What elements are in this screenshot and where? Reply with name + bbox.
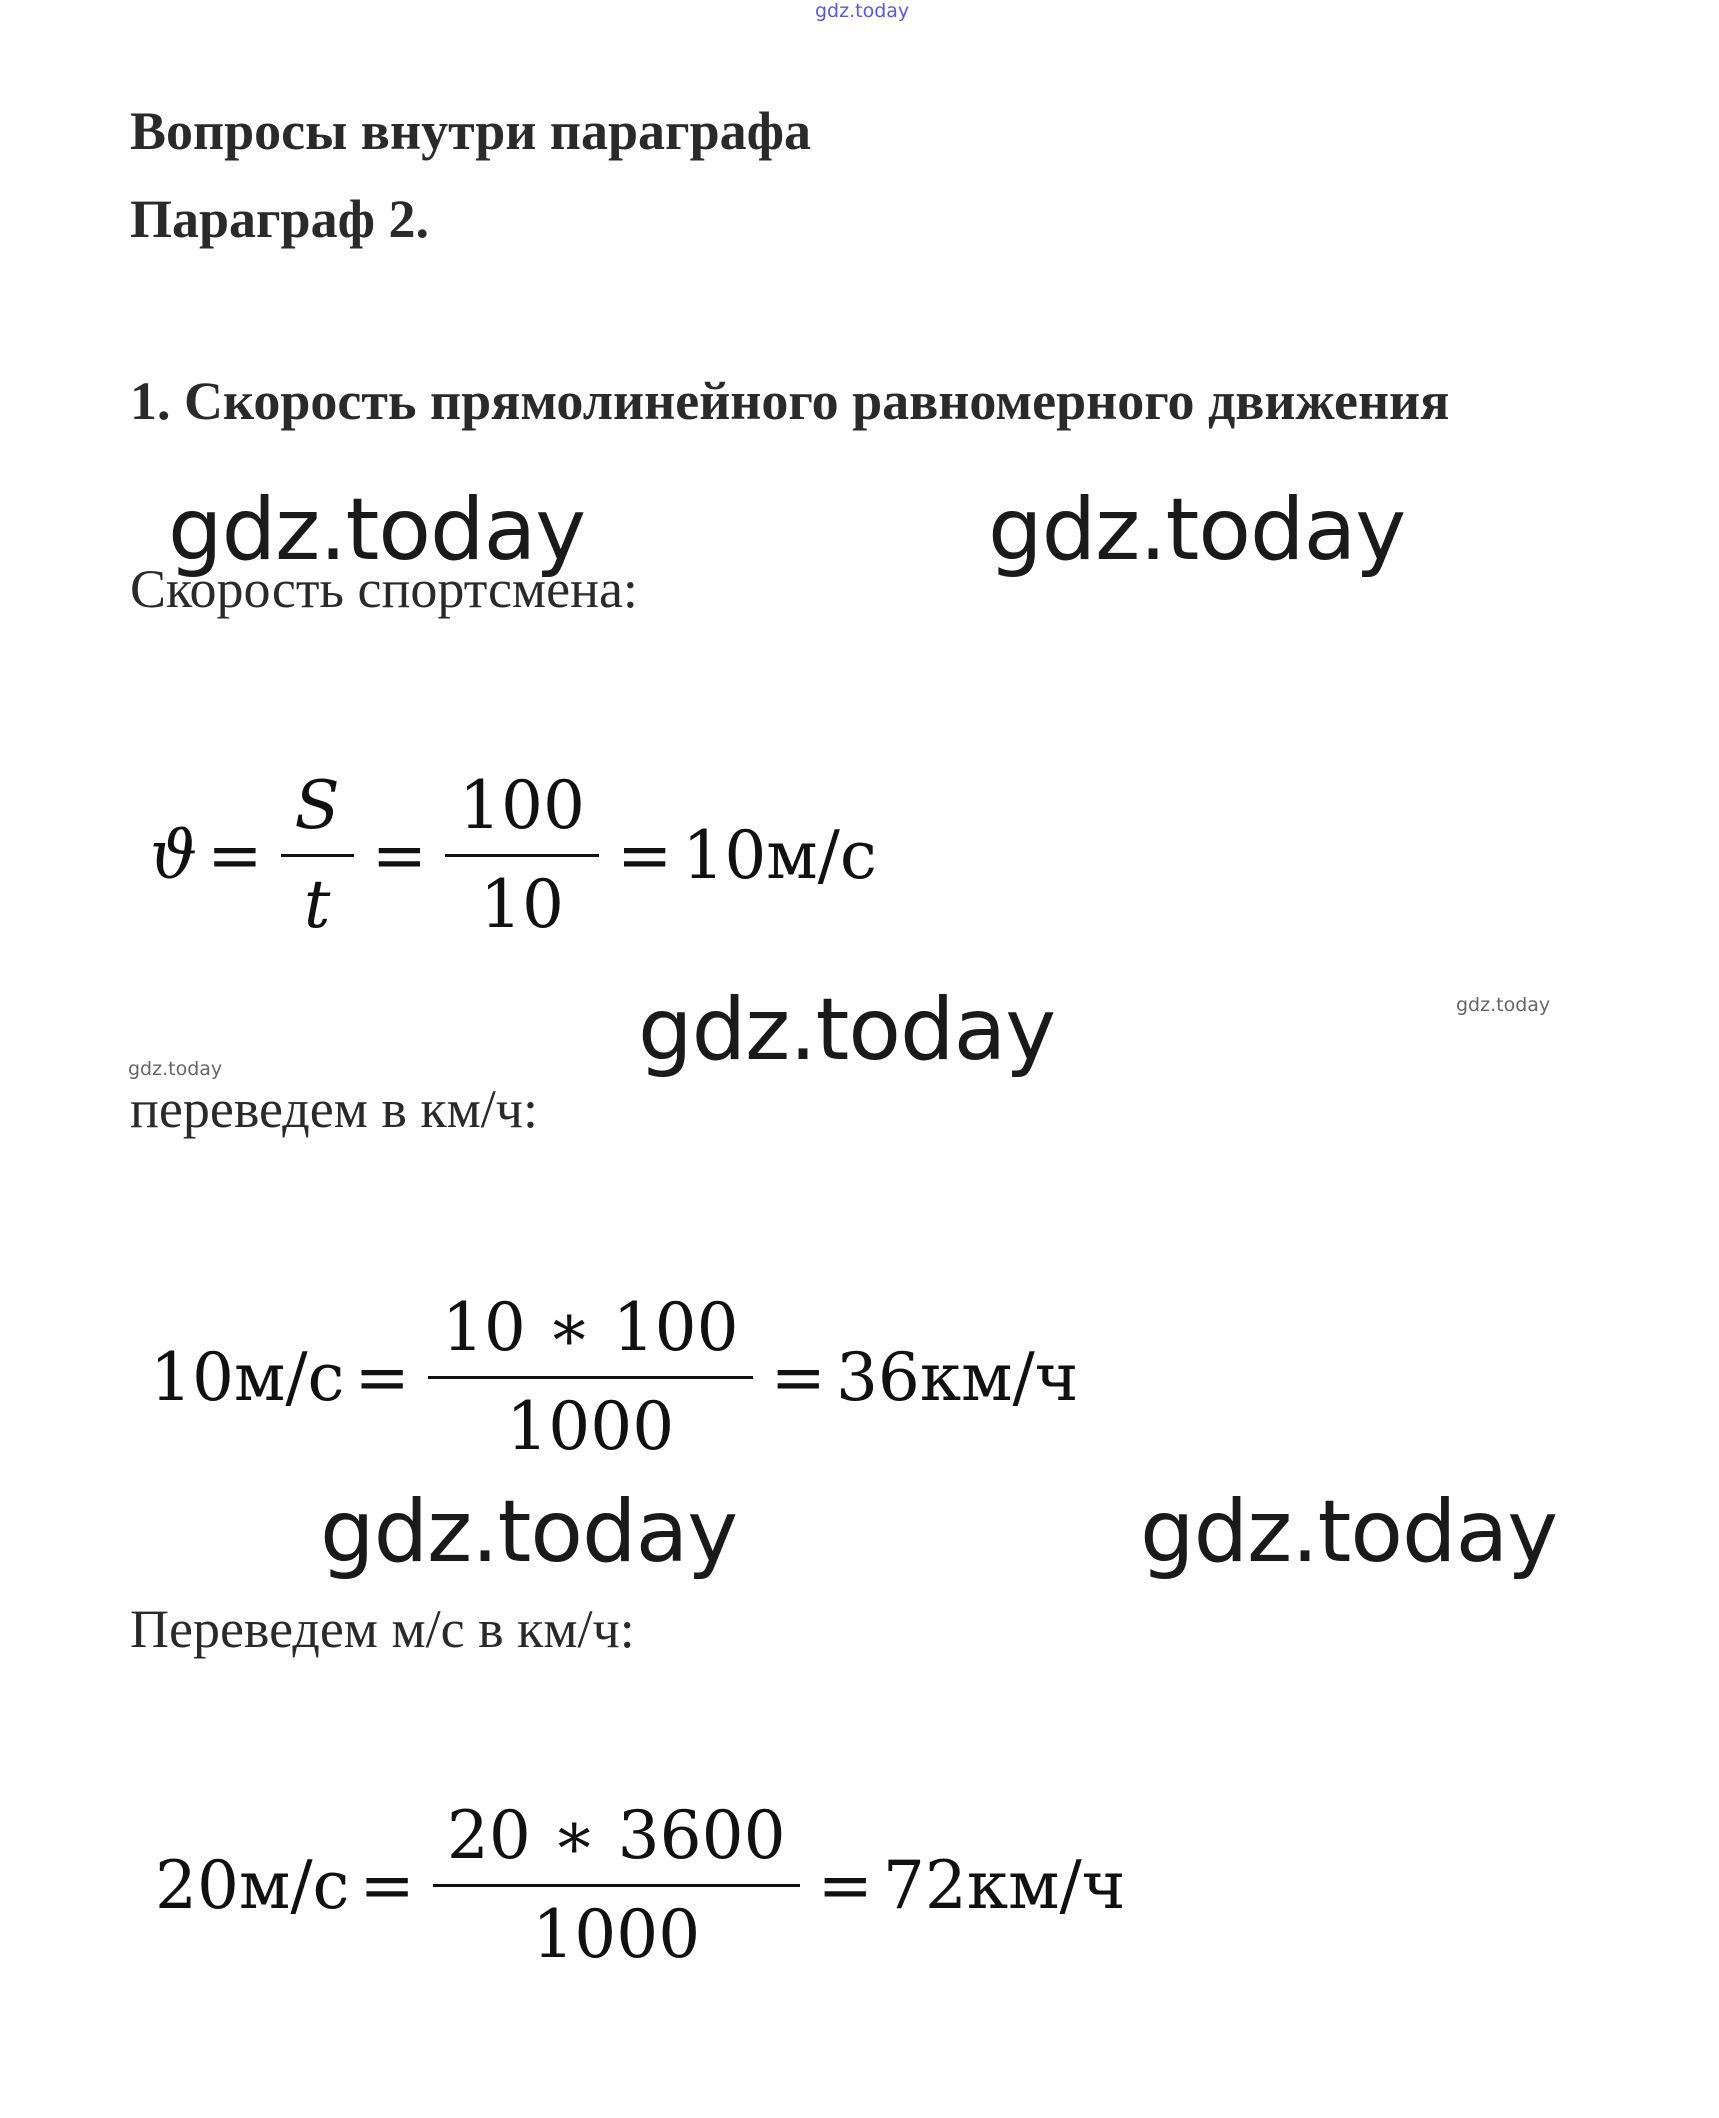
fraction-1-numerator: S [294,767,340,844]
watermark-small-left: gdz.today [128,1058,223,1080]
formula-conversion-10 [150,1280,1078,1475]
watermark-big-5: gdz.today [1140,1482,1558,1582]
conversion-20-numerator: 20 ∗ 3600 [446,1797,786,1874]
formula-conversion-20-result: 72км/ч [882,1847,1126,1924]
formula-conversion-10-result: 36км/ч [835,1339,1079,1416]
formula-conversion-10-fraction [428,1280,753,1475]
conversion-10-denominator: 1000 [506,1388,675,1465]
text-convert-ms-kmh: Переведем м/с в км/ч: [130,1599,635,1659]
formula-speed-result: 10м/с [682,817,877,894]
formula-conversion-10-eq-2: = [770,1339,826,1416]
formula-conversion-20 [155,1788,1125,1983]
fraction-2-denominator: 10 [480,866,565,943]
text-athlete-speed: Скорость спортсмена: [130,559,638,619]
watermark-big-4: gdz.today [320,1482,738,1582]
formula-speed-lhs: ϑ [150,817,198,894]
formula-conversion-20-eq-1: = [359,1847,415,1924]
formula-conversion-20-eq-2: = [817,1847,873,1924]
conversion-10-numerator: 10 ∗ 100 [441,1289,739,1366]
watermark-small-right: gdz.today [1456,994,1551,1016]
page-title: Вопросы внутри параграфа [130,101,811,161]
watermark-top: gdz.today [815,0,910,22]
conversion-20-denominator: 1000 [532,1896,701,1973]
section-heading: 1. Скорость прямолинейного равномерного движения [130,371,1450,431]
watermark-big-3: gdz.today [638,980,1056,1080]
page-subtitle: Параграф 2. [130,189,429,249]
formula-speed-eq-3: = [617,817,673,894]
formula-conversion-10-lhs: 10м/с [150,1339,345,1416]
formula-speed-eq-2: = [371,817,428,894]
formula-speed [150,758,877,953]
fraction-2-numerator: 100 [459,767,586,844]
formula-conversion-10-eq-1: = [354,1339,410,1416]
watermark-big-1: gdz.today [168,480,586,580]
formula-speed-eq-1: = [207,817,263,894]
watermark-big-2: gdz.today [988,480,1406,580]
text-convert-kmh: переведем в км/ч: [130,1079,538,1139]
fraction-1-denominator: t [303,866,331,943]
formula-speed-fraction-2 [445,758,599,953]
formula-speed-fraction-1 [281,758,354,953]
formula-conversion-20-lhs: 20м/с [155,1847,350,1924]
formula-conversion-20-fraction [433,1788,800,1983]
